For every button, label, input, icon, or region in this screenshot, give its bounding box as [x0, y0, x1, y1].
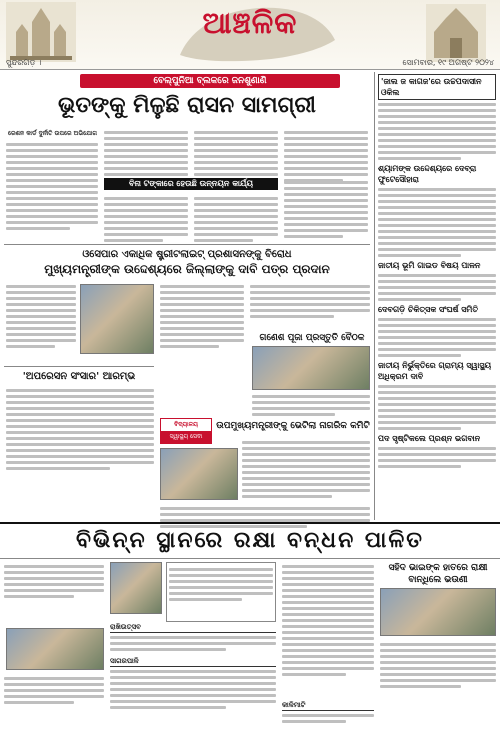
lead-column-2 [104, 128, 188, 185]
ganesh-photo [252, 346, 370, 390]
bottom-column-3 [282, 562, 374, 679]
temple-illustration [426, 4, 486, 62]
divider [0, 522, 500, 524]
bottom-section-3-label: କାଳିମାଟି [282, 700, 374, 711]
right-headline-4: ଦେବଗଡ଼ି ଚିକିତ୍ସକ ସଂଘର୍ଷ ସମିତି [378, 305, 479, 314]
right-headline-6: ପଦ ସୃଷ୍ଟିକଲେ ପ୍ରଶ୍ନ ଭଗବାନ [378, 434, 481, 443]
bottom-photo-2 [110, 562, 162, 614]
story2-column-3 [250, 282, 370, 321]
column-divider [374, 72, 375, 520]
story2-photo [80, 284, 154, 354]
ganesh-headline: ଗଣେଶ ପୂଜା ପ୍ରସ୍ତୁତି ବୈଠକ [259, 333, 365, 343]
right-headline-3: ଜାତୀୟ ଭୂମି ଗାଇଡ ବିଷୟ ପାଳନ [378, 261, 481, 270]
story2-column-1 [6, 282, 76, 351]
health-photo [160, 448, 238, 500]
masthead [0, 0, 500, 70]
banner-headline: ବିଭିନ୍ନ ସ୍ଥାନରେ ରକ୍ଷା ବନ୍ଧନ ପାଳିତ [76, 528, 424, 553]
health-headline: ଉପମୁଖ୍ୟମନ୍ତ୍ରୀଙ୍କୁ ଭେଟିଲା ନାଗରିକ କମିଟି [216, 421, 370, 431]
bottom-column-1 [4, 562, 104, 601]
sub1-column-1 [104, 194, 188, 245]
ganesh-text [252, 392, 370, 419]
story2-headline-1: ଓସେପାର ଏକାଧିକ ଷ୍ଟ୍ରୀଟଲାଇଟ୍ ପ୍ରଶାସନଙ୍କୁ ବିରୋଧ [82, 249, 292, 260]
health-badge-bottom: ସ୍ୱାସ୍ଥ୍ୟ ସେବା [161, 431, 211, 443]
lead-kicker-bar [80, 74, 340, 88]
edition-label: ସୁନ୍ଦରଗଡ଼ । [6, 58, 42, 67]
health-badge-top: ବିଦ୍ୟାଳୟ [174, 421, 198, 428]
bottom-section-1 [110, 622, 276, 654]
divider [4, 244, 370, 245]
story2-headline-2: ମୁଖ୍ୟମନ୍ତ୍ରୀଙ୍କ ଉଦ୍ଦେଶ୍ୟରେ ଜିଲ୍ଲାଙ୍କୁ ଦାବି ପତ୍ର ପ୍ରଦାନ [44, 262, 330, 276]
health-column-1 [242, 438, 370, 501]
bottom-right-photo [380, 588, 496, 636]
issue-date: ସୋମବାର, ୧୯ ଅଗଷ୍ଟ ୨୦୨୪ [402, 58, 494, 67]
sub1-column-2 [194, 194, 278, 245]
operation-headline: 'ଅପରେସନ ସଂସାର' ଆରମ୍ଭ [22, 371, 136, 382]
lead-headline: ଭୂତଙ୍କୁ ମିଳୁଛି ରାସନ ସାମଗ୍ରୀ [58, 93, 316, 118]
lead-column-4 [284, 128, 368, 185]
right-headline-2: ଶ୍ୟାମଙ୍କ ଉଦ୍ଦେଶ୍ୟରେ ଦେବ୍ରା ଫୁଟେସୌହାରା [378, 164, 477, 184]
bottom-right-headline: ସହିଦ ଭାଇଙ୍କ ହାତରେ ରାକ୍ଷୀ ବାନ୍ଧିଲେ ଭଉଣୀ [388, 563, 488, 585]
lead-byline: ରେଶନ କାର୍ଡ ଦୁର୍ନୀତି ଉପରେ ଅଭିଯୋଗ [8, 130, 97, 137]
sub1-column-3 [284, 178, 368, 241]
bottom-right-text [380, 640, 496, 691]
right-headline-5: ଜାତୀୟ ନିର୍ଭୁକ୍ତିରେ ଗ୍ରାମ୍ୟ ସ୍ୱାସ୍ଥ୍ୟ ଅଧିକ୍ରମ ଦାବି [378, 361, 492, 381]
bottom-photo-1 [6, 628, 104, 670]
divider [0, 558, 500, 559]
lead-column-3 [194, 128, 278, 185]
operation-text [6, 386, 154, 473]
bottom-section-2 [110, 656, 276, 712]
bottom-column-1b [4, 674, 104, 707]
lead-column-1 [6, 140, 98, 233]
lead-kicker: ବେଲ୍ପୁନିଆ ବ୍ଲକରେ ଜନଶୁଣାଣି [80, 74, 340, 88]
bottom-box [166, 562, 276, 622]
sub1-headline: ବିନା ଟଙ୍କାରେ ହେଉଛି ଉନ୍ନୟନ କାର୍ଯ୍ୟ [104, 178, 278, 190]
right-column [378, 74, 496, 471]
divider [4, 366, 154, 367]
bottom-section-3 [282, 700, 374, 726]
health-badge [160, 418, 212, 444]
bottom-section-1-label: ରାଖିଉତ୍ସବ [110, 622, 276, 633]
right-headline-1: 'ଜାଲ ଜ କାଗଜ'ରେ ଉଚ୍ଚପଦାସୀନ ଓକିଲ [378, 74, 496, 100]
bottom-section-2-label: ସାଗରପାଳି [110, 656, 276, 667]
story2-column-2 [160, 282, 244, 351]
masthead-brand: ଆଞ୍ଚଳିକ [202, 6, 298, 41]
